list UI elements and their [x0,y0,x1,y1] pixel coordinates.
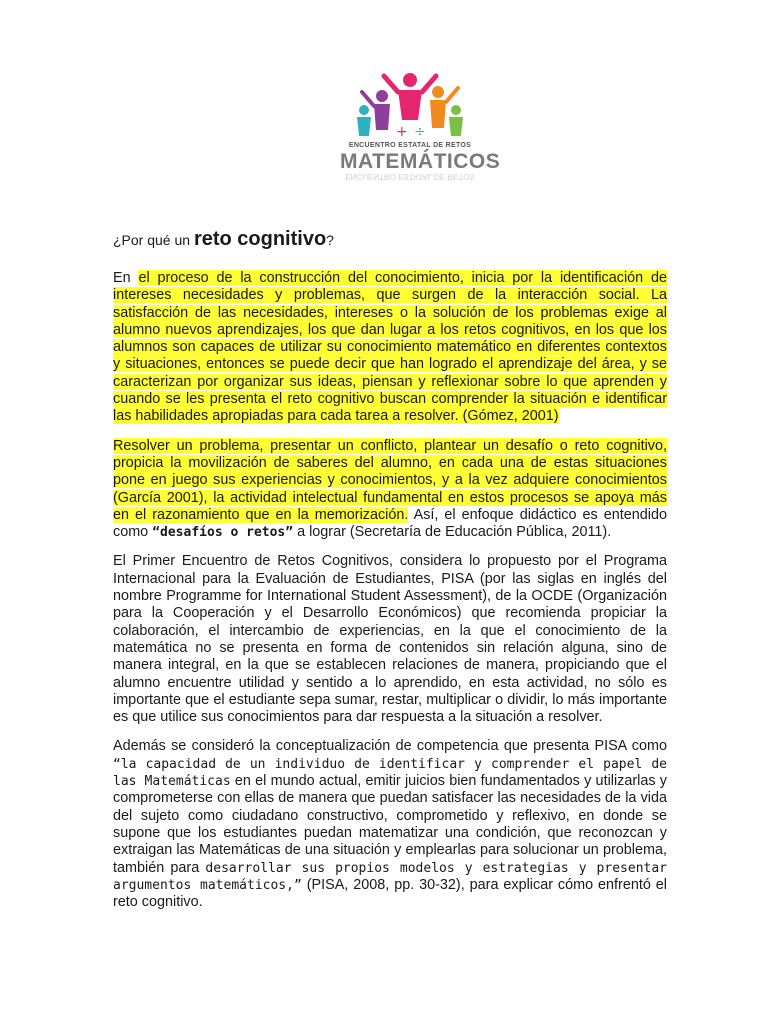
p4-text-a: Además se consideró la conceptualización de competencia que presenta PISA como [113,738,667,755]
heading-suffix: ? [326,232,334,248]
p4-text-c: (PISA, 2008, pp. 30-32), para explicar cómo enfrentó el reto cognitivo. [113,876,667,911]
paragraph-4 [113,738,667,911]
p2-highlight: Resolver un problema, presentar un conflicto, plantear un desafío o reto cognitivo, propicia la movilización de saberes del alumno, en cada una de estas situaciones pone en juego sus experiencias y conocimientos, y a la vez adquiere conocimientos (García 2001), la actividad intelectual fundamental en estos procesos se apoya más en el razonamiento que en la memorización. [113,437,667,523]
paragraph-1 [113,270,667,426]
logo-subtitle: ENCUENTRO ESTATAL DE RETOS [348,142,472,149]
paragraph-3: El Primer Encuentro de Retos Cognitivos, considera lo propuesto por el Programa Internacional para la Evaluación de Estudiantes, PISA (por las siglas en inglés del nombre Programme for International Student Assessment), de la OCDE (Organización para la Cooperación y el Desarrollo Económicos) que recomienda propiciar la colaboración, el intercambio de experiencias, en la que el conocimiento de la matemática no se presenta en forma de contenidos sin relación alguna, sino de manera integral, en la que se establecen relaciones de manera, propiciando que el alumno encuentre utilidad y sentido a lo aprendido, en esta actividad, no sólo es importante que el estudiante sepa sumar, restar, multiplicar o dividir, lo más importante es que utilice sus conocimientos para dar respuesta a la situación a resolver. [113,553,667,726]
p2-text-2: a lograr (Secretaría de Educación Pública, 2011). [293,524,612,541]
heading-prefix: ¿Por qué un [113,232,194,248]
svg-text:÷: ÷ [414,124,426,140]
document-body [113,270,667,923]
heading-emphasis: reto cognitivo [193,228,327,250]
p2-bold-quote: “desafíos o retos” [152,525,294,541]
event-logo [340,62,501,204]
logo-reflection: ENCUENTRO ESTATAL DE RETOS [345,172,475,181]
p1-lead: En [113,270,139,286]
p2-text-1: Así, el enfoque didáctico es entendido como [113,506,667,541]
p4-text-b: en el mundo actual, emitir juicios bien fundamentados y utilizarlas y comprometerse con ellas de manera que puedan satisfacer las necesidades de la vida del sujeto como ciudadano constructivo, comprometido y reflexivo, en donde se supone que los estudiantes puedan matematizar una condición, que reconozcan y extraigan las Matemáticas de una situación y emplearlas para solucionar un problema, también para [113,773,667,876]
page-heading [113,228,334,251]
p1-highlight: el proceso de la construcción del conocimiento, inicia por la identificación de intereses necesidades y problemas, que surgen de la interacción social. La satisfacción de las necesidades, intereses o la solución de los problemas exige al alumno nuevos aprendizajes, los que dan lugar a los retos cognitivos, en los que los alumnos son capaces de utilizar su conocimiento matemático en diferentes contextos y situaciones, entonces se puede decir que han logrado el aprendizaje del área, y se caracterizan por organizar sus ideas, piensan y reflexionar sobre lo que aprenden y cuando se les presenta el reto cognitivo buscan comprender la situación e identificar las habilidades apropiadas para cada tarea a resolver. (Gómez, 2001) [113,270,667,425]
children-figures-icon [340,62,480,142]
paragraph-2 [113,438,667,542]
p4-quote-2: desarrollar sus propios modelos y estrategias y presentar argumentos matemáticos,” [113,860,667,893]
logo-wordmark: MATEMÁTICOS [340,150,501,173]
svg-text:+: + [396,124,408,140]
p4-quote-1: “la capacidad de un individuo de identificar y comprender el papel de las Matemáticas [113,756,667,790]
